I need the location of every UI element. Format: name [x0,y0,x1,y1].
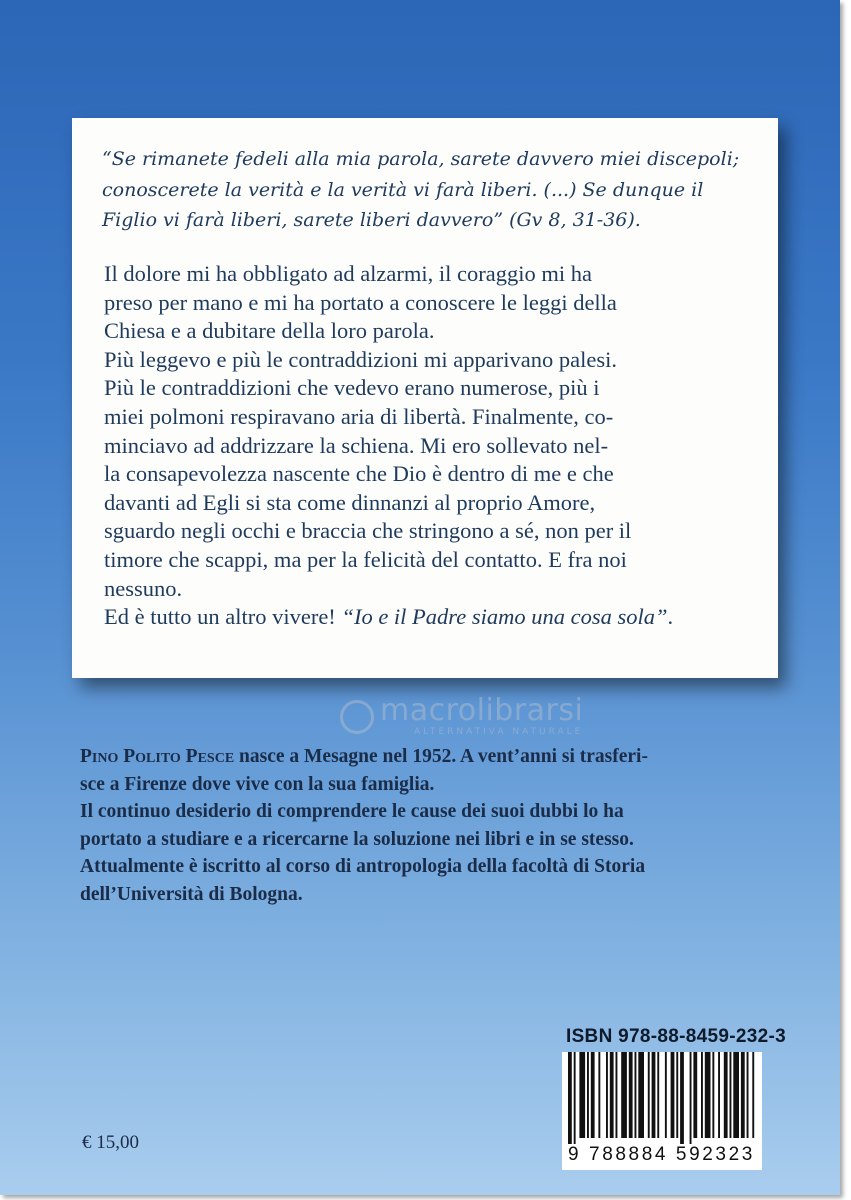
watermark-name: macrolibrarsi [380,693,584,728]
barcode-bars [562,1052,762,1144]
bio-line: sce a Firenze dove vive con la sua famiglia. [80,773,435,795]
barcode-bar [730,1052,732,1138]
bio-line: dell’Università di Bologna. [80,883,303,905]
barcode-bar [705,1052,711,1138]
barcode-bar [648,1052,650,1138]
excerpt-line: minciavo ad addrizzare la schiena. Mi ero sollevato nel- [104,432,609,458]
barcode-bar [690,1052,692,1144]
barcode-bar [574,1052,576,1144]
excerpt-line: nessuno. [104,575,183,601]
barcode-bar [741,1052,745,1138]
barcode-bar [701,1052,703,1138]
barcode-bar [652,1052,656,1138]
bio-line1-rest: nasce a Mesagne nel 1952. A vent’anni si trasferi- [234,746,648,767]
barcode-bar [665,1052,667,1138]
barcode-digits: 9 788884 592323 [568,1144,755,1165]
barcode-bar [629,1052,633,1138]
barcode-bar [718,1052,720,1138]
barcode-bar [591,1052,595,1138]
barcode-bar [621,1052,627,1138]
excerpt-last-line [104,603,754,632]
barcode-bar [568,1052,572,1144]
excerpt-line: Chiesa e a dubitare della loro parola. [104,318,435,344]
excerpt-line: Il dolore mi ha obbligato ad alzarmi, il coraggio mi ha [104,261,592,286]
barcode-bar [635,1052,637,1138]
barcode-bar [616,1052,618,1138]
watermark-logo-icon [340,700,374,734]
barcode-bar [638,1052,644,1138]
excerpt-line: timore che scappi, ma per la felicità del contatto. E fra noi [104,546,627,572]
watermark [340,693,584,737]
watermark-tagline: ALTERNATIVA NATURALE [414,727,584,737]
barcode-bar [712,1052,714,1138]
quote-line: “Se rimanete fedeli alla mia parola, sarete davvero miei discepoli; [102,148,740,170]
bio-line: Attualmente è iscritto al corso di antropologia della facoltà di Storia [80,856,646,878]
excerpt-last-italic: “Io e il Padre siamo una cosa sola” [341,604,668,630]
barcode-bar [752,1052,754,1138]
excerpt-line: Più le contraddizioni che vedevo erano numerose, più i [104,375,600,401]
barcode-bar [747,1052,749,1138]
bio-line [80,743,770,771]
excerpt-line: la consapevolezza nascente che Dio è dentro di me e che [104,461,614,487]
bio-line: Il continuo desiderio di comprendere le cause dei suoi dubbi lo ha [80,801,624,823]
excerpt-text [104,260,754,632]
barcode-bar [598,1052,600,1138]
author-bio [80,743,770,909]
barcode-bar [606,1052,608,1138]
barcode-bar [610,1052,614,1138]
excerpt-card [72,118,778,737]
quote-line: Figlio vi farà liberi, sarete liberi davvero” (Gv 8, 31-36). [102,209,641,231]
barcode-bar [676,1052,678,1138]
excerpt-last-prefix: Ed è tutto un altro vivere! [104,604,342,630]
author-name: Pino Polito Pesce [80,746,235,767]
gospel-quote [102,144,752,236]
barcode-bar [657,1052,659,1138]
barcode-bar [579,1052,585,1138]
barcode-bar [733,1052,739,1138]
excerpt-line: preso per mano e mi ha portato a conoscere le leggi della [104,289,617,315]
barcode-bar [671,1052,675,1138]
bio-line: portato a studiare e a ricercarne la soluzione nei libri e in se stesso. [80,828,634,850]
excerpt-line: davanti ad Egli si sta come dinnanzi al proprio Amore, [104,489,596,515]
barcode-bar [587,1052,589,1138]
excerpt-line: sguardo negli occhi e braccia che stringono a sé, non per il [104,518,632,544]
barcode-bar [724,1052,728,1138]
barcode-bar [680,1052,684,1144]
isbn-label: ISBN 978-88-8459-232-3 [566,1026,786,1047]
price: € 15,00 [82,1132,139,1153]
barcode-bar [693,1052,697,1138]
excerpt-line: Più leggevo e più le contraddizioni mi apparivano palesi. [104,346,617,372]
excerpt-last-suffix: . [667,604,674,630]
quote-line: conoscerete la verità e la verità vi farà liberi. (...) Se dunque il [102,178,704,201]
excerpt-line: miei polmoni respiravano aria di libertà. Finalmente, co- [104,403,614,429]
